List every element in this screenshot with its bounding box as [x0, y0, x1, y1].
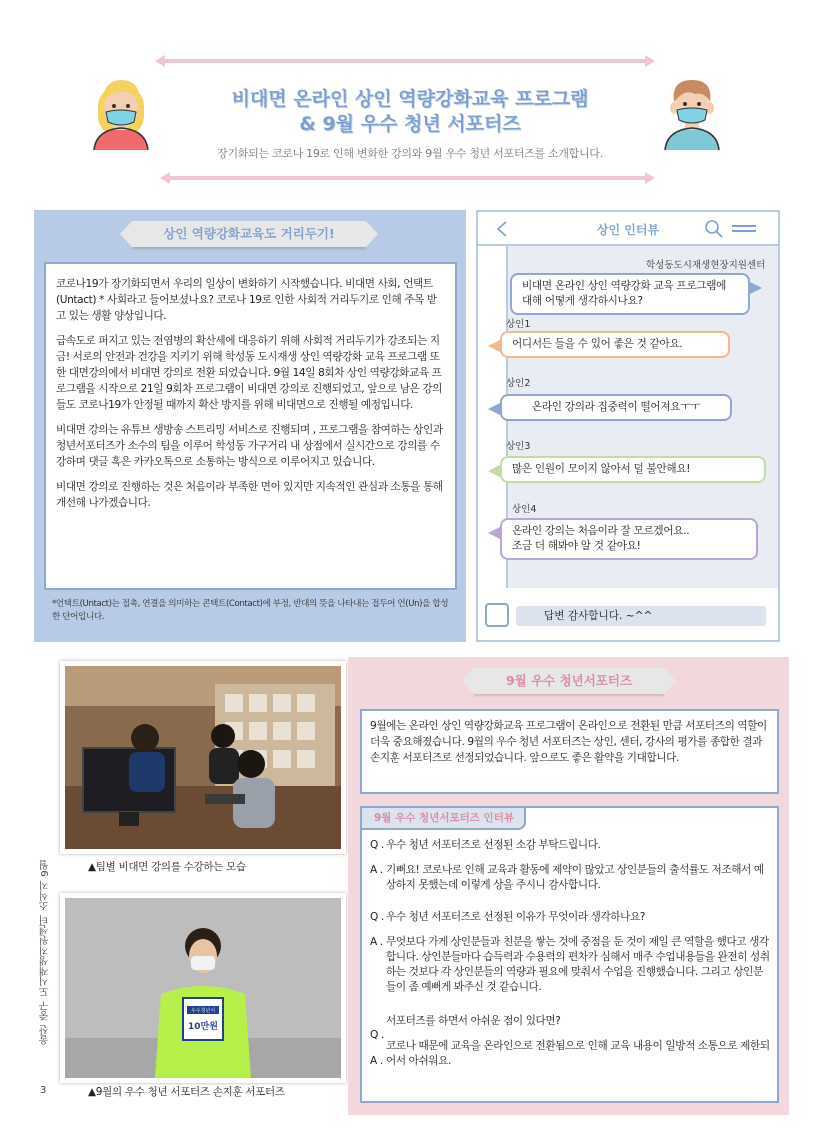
interview-answer [370, 1039, 770, 1069]
sign-line2: 10만원 [188, 1022, 218, 1032]
reply-bar [478, 588, 778, 640]
question-text: 우수 청년 서포터즈로 선정된 이유가 무엇이라 생각하나요? [386, 911, 646, 923]
distancing-ribbon-title: 상인 역량강화교육도 거리두기! [132, 221, 366, 247]
header-divider-top [155, 55, 655, 67]
supporter-image [65, 898, 341, 1078]
certificate-sign [183, 999, 223, 1041]
page-title-line1: 비대면 온라인 상인 역량강화교육 프로그램 [231, 88, 589, 110]
question-text: 서포터즈를 하면서 아쉬운 점이 있다면? [386, 1015, 561, 1027]
answer-text: 코로나 때문에 교육을 온라인으로 전환됨으로 인해 교육 내용이 일방적 소통으로 제한되어서 아쉬워요. [386, 1040, 770, 1067]
question-text: 비대면 온라인 상인 역량강화 교육 프로그램에 대해 어떻게 생각하시나요? [522, 280, 727, 307]
interview-question [370, 838, 770, 853]
answer-bubble [500, 394, 732, 421]
reply-text: 답변 감사합니다. ~^^ [544, 610, 653, 622]
search-icon[interactable] [704, 219, 724, 239]
answer-text: 무엇보다 가게 상인분들과 친분을 쌓는 것에 중점을 둔 것이 제일 큰 역할을 했다고 생각합니다. 상인분들마다 습득력과 수용력의 편차가 심해서 매주 수업내용들을 완전히 성취하는 것보다 각 상인분들의 역량과 필요에 맞춰서 수업을 진행했습니다. 그리고 상인분들이 좀 예뻐게 봐주신 것 같습니다. [386, 936, 770, 993]
question-bubble [510, 273, 750, 315]
supporter-photo [60, 893, 346, 1083]
best-supporter-intro-box [360, 709, 779, 794]
attach-button[interactable] [485, 603, 509, 627]
interview-question [370, 910, 770, 925]
phone-title: 상인 인터뷰 [596, 223, 660, 237]
answer-text: 온라인 강의라 집중력이 떨어져요ㅜㅜ [531, 401, 701, 413]
phone-header [478, 212, 778, 246]
header-divider-bottom [160, 172, 655, 184]
interview-answer [370, 863, 770, 893]
q-mark: Q . [370, 911, 384, 923]
chat-org-label: 학성동도시재생현장지원센터 [646, 260, 766, 271]
merchant-label: 상인1 [506, 319, 531, 330]
a-mark: A . [370, 936, 383, 948]
best-supporter-ribbon: 9월 우수 청년서포터즈 [474, 668, 664, 694]
q-mark: Q . [370, 839, 384, 851]
untact-footnote: *언택트(Untact)는 접촉, 연결을 의미하는 콘택트(Contact)에 부정, 반대의 뜻을 나타내는 접두어 언(Un)을 합성한 단어입니다. [52, 599, 449, 622]
answer-text: 어디서든 들을 수 있어 좋은 것 같아요. [512, 338, 683, 350]
merchant-label: 상인2 [506, 378, 531, 389]
newsletter-vertical-label: 울산 중구 도시재생지원센터 소식지 9월 [40, 859, 51, 1045]
interview-answer [370, 935, 770, 995]
girl-mask-avatar-icon [92, 72, 150, 152]
answer-bubble [500, 456, 766, 483]
merchant-label: 상인3 [506, 441, 531, 452]
answer-bubble [500, 331, 730, 358]
answer-text: 많은 인원이 모이지 않아서 덜 불안해요! [512, 463, 691, 475]
reply-input[interactable] [516, 606, 766, 626]
distancing-article-box [44, 262, 457, 590]
interview-tab [360, 806, 526, 830]
team-lecture-photo [60, 661, 346, 854]
answer-bubble [500, 518, 758, 560]
intro-paragraph: 9월에는 온라인 상인 역량강화교육 프로그램이 온라인으로 전환된 만큼 서포터즈의 역할이 더욱 중요해졌습니다. 9월의 우수 청년 서포터즈는 상인, 센터, 강사의 평가를 종합한 결과 손지훈 서포터즈로 선정되었습니다. 앞으로도 좋은 활약을 기대합니다. [370, 720, 767, 764]
page-title-line2: & 9월 우수 청년 서포터즈 [299, 113, 521, 135]
article-paragraph: 비대면 강의는 유튜브 생방송 스트리밍 서비스로 진행되며 , 프로그램을 참여하는 상인과 청년서포터즈가 소수의 팀을 이루어 학성동 가구거리 내 상점에서 실시간으로 강의를 수강하며 댓글 혹은 카카오톡으로 소통하는 방식으로 이루어지고 있습니다. [56, 424, 443, 468]
article-paragraph: 급속도로 퍼지고 있는 전염병의 확산세에 대응하기 위해 사회적 거리두기가 강조되는 지금! 서로의 안전과 건강을 지키기 위해 학성동 도시재생 상인 역량강화 교육 프로그램 또한 대면강의에서 비대면 강의로 전환 되었습니다. 9월 14일 8회차 상인 역량강화교육 프로그램을 시작으로 21일 9회차 프로그램이 비대면 강의로 진행되었고, 앞으로 남은 강의들도 코로나19가 안정될 때까지 확산 방지를 위해 비대면으로 진행될 예정입니다. [56, 335, 443, 411]
answer-text: 기뻐요! 코로나로 인해 교육과 활동에 제약이 많았고 상인분들의 출석률도 저조해서 예상하지 못했는데 이렇게 상을 주시니 감사합니다. [386, 864, 764, 891]
supporter-interview-box [360, 806, 779, 1103]
sign-line1: 우수청년서 [190, 1008, 216, 1014]
merchant-label: 상인4 [512, 504, 537, 515]
photo-caption: ▲팀별 비대면 강의를 수강하는 모습 [88, 861, 246, 873]
answer-text: 조금 더 해봐야 알 것 같아요! [512, 540, 641, 552]
team-lecture-image [65, 666, 341, 849]
a-mark: A . [370, 1055, 383, 1067]
interview-title: 9월 우수 청년서포터즈 인터뷰 [374, 812, 514, 824]
boy-mask-avatar-icon [663, 72, 721, 152]
article-paragraph: 코로나19가 장기화되면서 우리의 일상이 변화하기 시작했습니다. 비대면 사회, 언택트(Untact) * 사회라고 들어보셨나요? 코로나 19로 인한 사회적 거리두기로 인해 주목 받고 있는 생활 양상입니다. [56, 278, 437, 322]
photo-caption: ▲9월의 우수 청년 서포터즈 손지훈 서포터즈 [88, 1086, 285, 1098]
answer-text: 온라인 강의는 처음이라 잘 모르겠어요.. [512, 525, 690, 537]
question-text: 우수 청년 서포터즈로 선정된 소감 부탁드립니다. [386, 839, 601, 851]
interview-question [370, 1014, 770, 1041]
article-paragraph: 비대면 강의로 진행하는 것은 처음이라 부족한 면이 있지만 지속적인 관심과 소통을 통해 개선해 나가겠습니다. [56, 481, 443, 509]
page-number: 3 [40, 1085, 47, 1096]
a-mark: A . [370, 864, 383, 876]
q-mark: Q . [370, 1029, 384, 1041]
page-subtitle: 장기화되는 코로나 19로 인해 변화한 강의와 9월 우수 청년 서포터즈를 소개합니다. [217, 147, 603, 160]
merchant-interview-phone [476, 210, 780, 642]
menu-icon[interactable] [732, 224, 756, 234]
